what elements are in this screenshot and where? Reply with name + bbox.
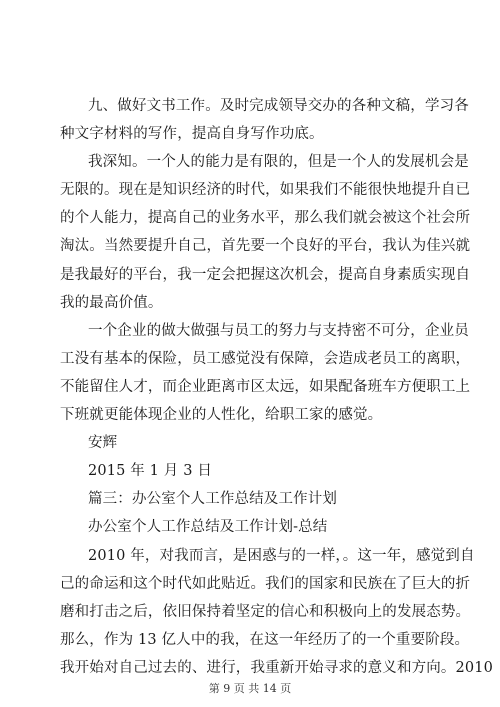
text-line: 安辉 — [88, 435, 118, 452]
text-line: 的个人能力，提高自己的业务水平，那么我们就会被这个社会所 — [60, 210, 471, 227]
text-line: 我的最高价值。 — [60, 294, 163, 311]
text-line: 我开始对自己过去的、进行，我重新开始寻求的意义和方向。2010 — [60, 659, 494, 676]
document-body — [60, 92, 494, 682]
text-line: 一个企业的做大做强与员工的努力与支持密不可分，企业员 — [88, 322, 469, 339]
text-line: 是我最好的平台，我一定会把握这次机会，提高自身素质实现自 — [60, 266, 471, 283]
page-footer: 第 9 页 共 14 页 — [208, 682, 292, 695]
text-line: 篇三：办公室个人工作总结及工作计划 — [88, 491, 338, 508]
text-line: 2010 年，对我而言，是困惑与的一样，。这一年，感觉到自 — [88, 547, 475, 564]
text-line: 九、做好文书工作。及时完成领导交办的各种文稿，学习各 — [88, 98, 469, 114]
text-line: 种文字材料的写作，提高自身写作功底。 — [60, 126, 324, 143]
text-line: 办公室个人工作总结及工作计划-总结 — [88, 519, 328, 536]
text-line: 不能留住人才，而企业距离市区太远，如果配备班车方便职工上 — [60, 378, 471, 395]
text-line: 工没有基本的保险，员工感觉没有保障，会造成老员工的离职， — [60, 350, 471, 367]
text-line: 那么，作为 13 亿人中的我，在这一年经历了的一个重要阶段。 — [60, 631, 470, 648]
text-line: 淘汰。当然要提升自己，首先要一个良好的平台，我认为佳兴就 — [60, 238, 471, 255]
text-line: 无限的。现在是知识经济的时代，如果我们不能很快地提升自已 — [60, 182, 471, 199]
text-line: 磨和打击之后，依旧保持着坚定的信心和积极向上的发展态势。 — [60, 603, 471, 620]
text-line: 我深知。一个人的能力是有限的，但是一个人的发展机会是 — [88, 154, 469, 171]
text-line: 己的命运和这个时代如此贴近。我们的国家和民族在了巨大的折 — [60, 575, 471, 592]
text-line: 2015 年 1 月 3 日 — [88, 463, 212, 480]
text-line: 下班就更能体现企业的人性化，给职工家的感觉。 — [60, 407, 383, 424]
